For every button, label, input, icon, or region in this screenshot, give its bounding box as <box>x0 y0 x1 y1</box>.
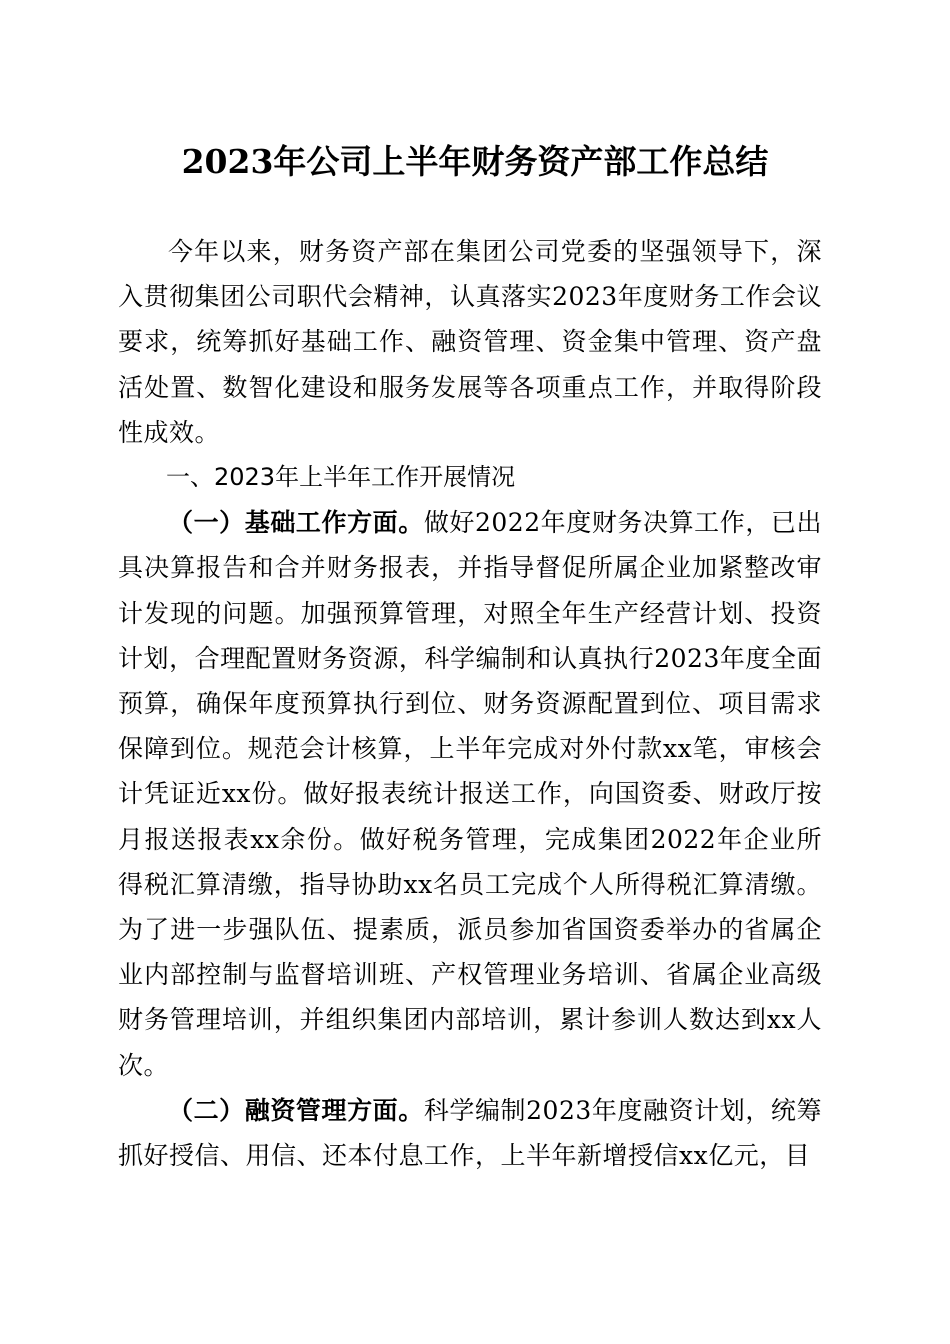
document-body <box>118 229 822 1178</box>
subsection-heading: （二）融资管理方面。 <box>168 1095 424 1125</box>
subsection-text: 做好2022年度财务决算工作，已出具决算报告和合并财务报表，并指导督促所属企业加紧整改审计发现的问题。加强预算管理，对照全年生产经营计划、投资计划，合理配置财务资源，科学编制和认真执行2023年度全面预算，确保年度预算执行到位、财务资源配置到位、项目需求保障到位。规范会计核算，上半年完成对外付款xx笔，审核会计凭证近xx份。做好报表统计报送工作，向国资委、财政厅按月报送报表xx余份。做好税务管理，完成集团2022年企业所得税汇算清缴，指导协助xx名员工完成个人所得税汇算清缴。为了进一步强队伍、提素质，派员参加省国资委举办的省属企业内部控制与监督培训班、产权管理业务培训、省属企业高级财务管理培训，并组织集团内部培训，累计参训人数达到xx人次。 <box>118 508 822 1080</box>
section-heading: 一、2023年上半年工作开展情况 <box>166 463 516 492</box>
intro-paragraph: 今年以来，财务资产部在集团公司党委的坚强领导下，深入贯彻集团公司职代会精神，认真落实2023年度财务工作会议要求，统筹抓好基础工作、融资管理、资金集中管理、资产盘活处置、数智化建设和服务发展等各项重点工作，并取得阶段性成效。 <box>118 237 822 447</box>
document-title: 2023年公司上半年财务资产部工作总结 <box>181 142 769 181</box>
subsection-paragraph <box>118 1088 822 1178</box>
subsection-text: 科学编制2023年度融资计划，统筹抓好授信、用信、还本付息工作，上半年新增授信xx亿元，目 <box>118 1095 822 1171</box>
subsection-heading: （一）基础工作方面。 <box>168 508 424 538</box>
subsection-paragraph <box>118 500 822 1088</box>
